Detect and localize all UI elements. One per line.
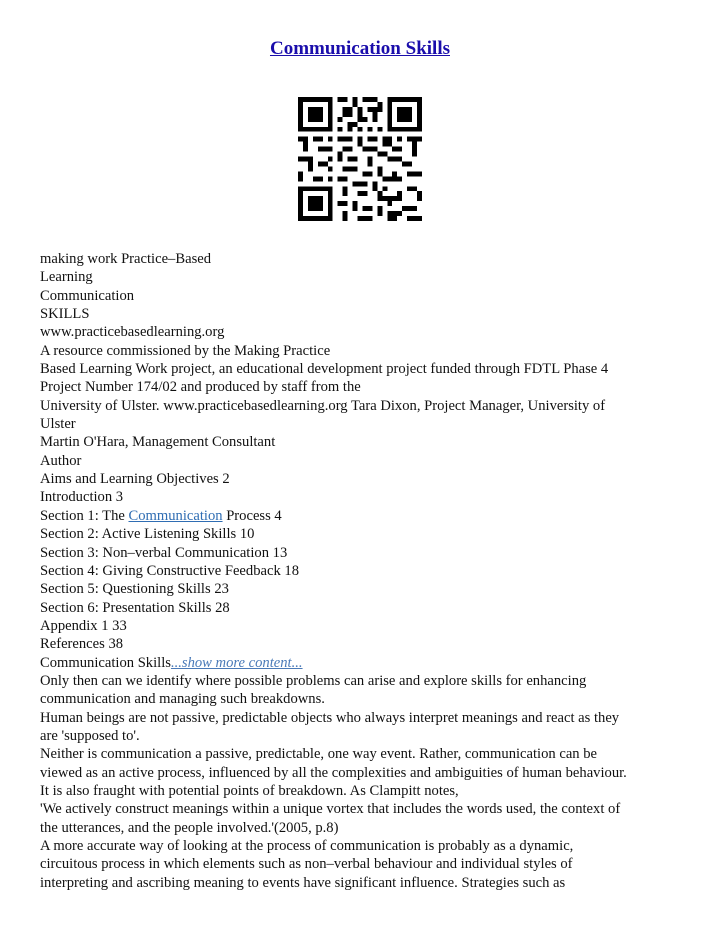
text-line: Section 5: Questioning Skills 23	[40, 581, 229, 598]
text-line: Aims and Learning Objectives 2	[40, 471, 230, 488]
communication-link[interactable]: Communication	[128, 507, 223, 524]
text-line: 'We actively construct meanings within a unique vortex that includes the words used, the context of	[40, 801, 621, 818]
text-line: www.practicebasedlearning.org	[40, 324, 225, 341]
text-line: Human beings are not passive, predictable objects who always interpret meanings and react as they	[40, 709, 620, 726]
text-line: Communication	[40, 287, 135, 304]
text-line: It is also fraught with potential points of breakdown. As Clampitt notes,	[40, 782, 459, 799]
text-line: Introduction 3	[40, 489, 124, 506]
show-more-line	[40, 654, 690, 672]
toc-section-1-prefix: Section 1: The	[40, 507, 129, 524]
text-line: interpreting and ascribing meaning to events have significant influence. Strategies such as	[40, 874, 566, 891]
text-line: Section 2: Active Listening Skills 10	[40, 526, 255, 543]
text-line: circuitous process in which elements such as non–verbal behaviour and individual styles of	[40, 856, 573, 873]
text-line: communication and managing such breakdowns.	[40, 691, 325, 708]
text-line: Appendix 1 33	[40, 617, 127, 634]
text-line: SKILLS	[40, 306, 90, 323]
text-line: Only then can we identify where possible problems can arise and explore skills for enhancing	[40, 672, 587, 689]
text-line: References 38	[40, 636, 124, 653]
text-line: Based Learning Work project, an educational development project funded through FDTL Phase 4	[40, 361, 609, 378]
text-line: the utterances, and the people involved.'(2005, p.8)	[40, 819, 339, 836]
text-line: Martin O'Hara, Management Consultant	[40, 434, 276, 451]
text-line: Neither is communication a passive, predictable, one way event. Rather, communication can be	[40, 746, 598, 763]
text-line: Section 4: Giving Constructive Feedback 18	[40, 562, 299, 579]
text-line: Section 3: Non–verbal Communication 13	[40, 544, 288, 561]
text-line: A more accurate way of looking at the process of communication is probably as a dynamic,	[40, 838, 574, 854]
qr-code-icon	[298, 97, 422, 221]
text-line: Section 6: Presentation Skills 28	[40, 599, 230, 616]
text-line: are 'supposed to'.	[40, 727, 140, 744]
text-line: Author	[40, 452, 82, 469]
show-more-prefix: Communication Skills	[40, 654, 171, 671]
toc-section-1	[40, 507, 690, 525]
text-line: Learning	[40, 269, 93, 286]
toc-section-1-suffix: Process 4	[222, 507, 282, 524]
text-line: viewed as an active process, influenced by all the complexities and ambiguities of human behaviour.	[40, 764, 627, 781]
show-more-link[interactable]: ...show more content...	[170, 654, 303, 671]
page-title[interactable]: Communication Skills	[269, 38, 450, 59]
text-line: University of Ulster. www.practicebasedlearning.org Tara Dixon, Project Manager, University of	[40, 397, 606, 414]
text-line: making work Practice–Based	[40, 251, 212, 267]
text-line: A resource commissioned by the Making Practice	[40, 342, 331, 359]
text-line: Ulster	[40, 416, 76, 433]
text-line: Project Number 174/02 and produced by staff from the	[40, 379, 361, 396]
document-body	[40, 250, 690, 892]
